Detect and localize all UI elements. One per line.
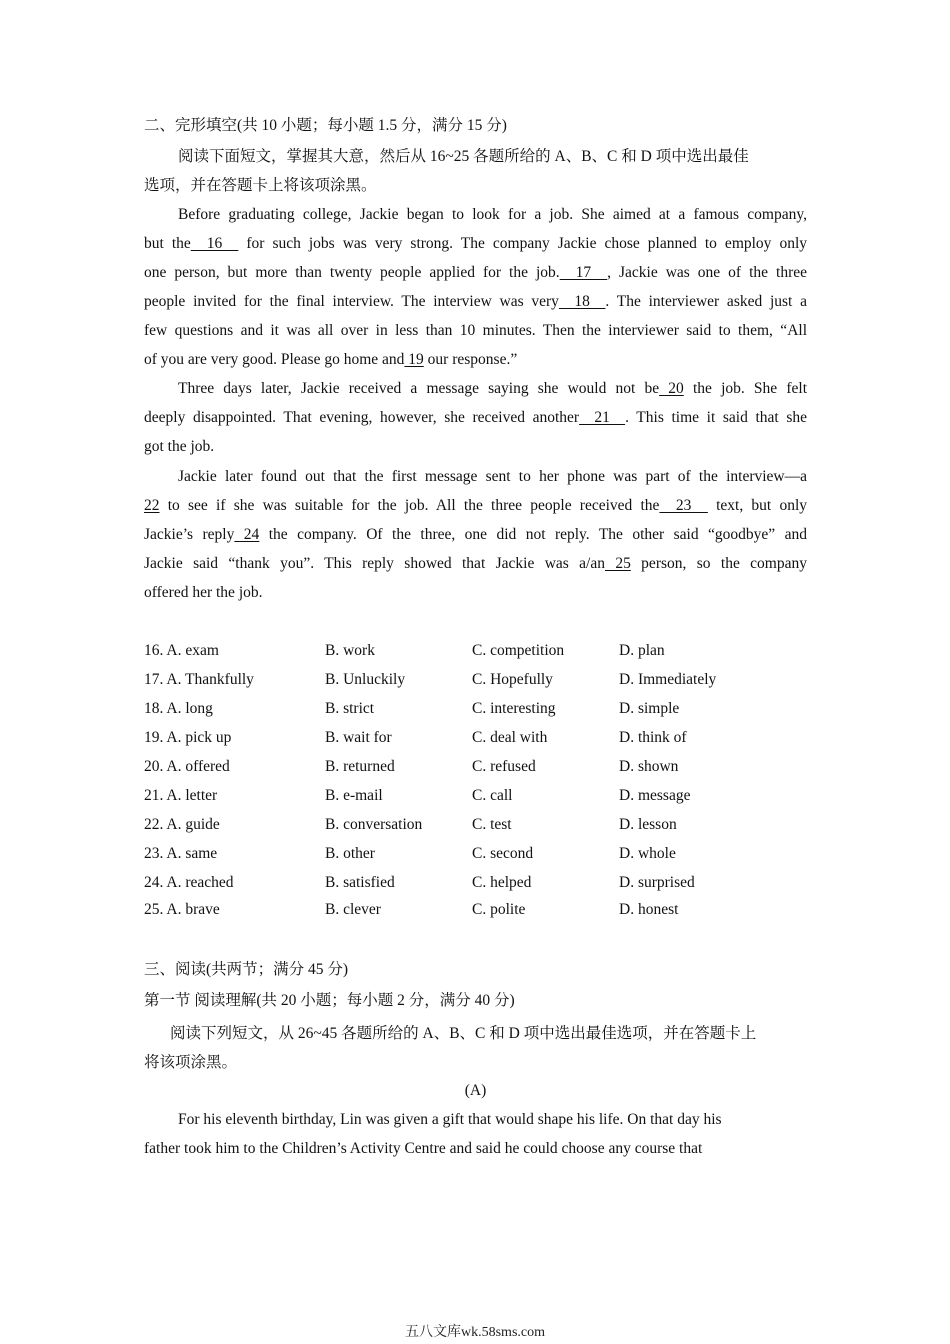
option-a: 19. A. pick up [144, 729, 232, 746]
passage-p3-line2 [144, 496, 807, 516]
option-a: 24. A. reached [144, 874, 234, 891]
option-d: D. whole [619, 845, 676, 862]
option-d: D. simple [619, 700, 680, 717]
text-segment: Jackie’s reply [144, 526, 235, 543]
option-a: 22. A. guide [144, 816, 220, 833]
passage-p3-line4 [144, 554, 807, 574]
option-c: C. deal with [472, 729, 548, 746]
reading-text-line2: father took him to the Children’s Activity Centre and said he could choose any course that [144, 1140, 703, 1157]
passage-p3-line5: offered her the job. [144, 584, 263, 601]
section3-heading: 三、阅读(共两节；满分 45 分) [144, 961, 349, 978]
option-a: 20. A. offered [144, 758, 230, 775]
reading-text-line1: For his eleventh birthday, Lin was given a gift that would shape his life. On that day his [178, 1111, 722, 1128]
option-a: 18. A. long [144, 700, 213, 717]
blank-22: 22 [144, 497, 160, 514]
text-segment: Jackie said “thank you”. This reply showed that Jackie was a/an [144, 555, 605, 572]
passage-p2-line3: got the job. [144, 438, 215, 455]
option-a: 25. A. brave [144, 901, 220, 918]
text-segment: text, but only [707, 497, 808, 514]
option-d: D. surprised [619, 874, 695, 891]
option-row-19 [144, 728, 807, 750]
blank-17: 17 [559, 264, 608, 281]
text-segment: people invited for the final interview. The interview was very [144, 293, 559, 310]
option-row-18 [144, 699, 807, 721]
text-segment: . This time it said that she [625, 409, 808, 426]
option-c: C. polite [472, 901, 526, 918]
text-segment: but the [144, 235, 191, 252]
option-row-24 [144, 873, 807, 895]
option-c: C. test [472, 816, 512, 833]
blank-24: 24 [234, 526, 260, 543]
blank-25: 25 [604, 555, 631, 572]
section3-instruction-line1: 阅读下列短文，从 26~45 各题所给的 A、B、C 和 D 项中选出最佳选项，并在答题卡上 [170, 1025, 757, 1042]
passage-label: (A) [464, 1082, 487, 1099]
option-c: C. Hopefully [472, 671, 553, 688]
option-c: C. competition [472, 642, 565, 659]
text-segment: person, so the company [630, 555, 807, 572]
text-segment: one person, but more than twenty people applied for the job. [144, 264, 560, 281]
text-segment: of you are very good. Please go home and [144, 351, 405, 368]
option-row-25 [144, 900, 807, 922]
option-d: D. Immediately [619, 671, 717, 688]
blank-23: 23 [659, 497, 708, 514]
passage-p1-line3 [144, 263, 807, 283]
option-b: B. returned [325, 758, 395, 775]
option-c: C. helped [472, 874, 532, 891]
passage-p1-line6 [144, 350, 807, 370]
option-row-22 [144, 815, 807, 837]
option-b: B. wait for [325, 729, 392, 746]
section3-subheading: 第一节 阅读理解(共 20 小题；每小题 2 分，满分 40 分) [144, 992, 515, 1009]
option-b: B. work [325, 642, 375, 659]
passage-p3-line3 [144, 525, 807, 545]
passage-p2-line1 [178, 379, 807, 399]
blank-18: 18 [558, 293, 606, 310]
passage-p1-line4 [144, 292, 807, 312]
option-d: D. message [619, 787, 691, 804]
watermark-footer: 五八文库wk.58sms.com [405, 1325, 545, 1340]
passage-p1-line5: few questions and it was all over in less than 10 minutes. Then the interviewer said to them, “All [144, 322, 807, 339]
option-b: B. satisfied [325, 874, 395, 891]
option-b: B. clever [325, 901, 381, 918]
option-a: 16. A. exam [144, 642, 219, 659]
option-row-17 [144, 670, 807, 692]
option-row-20 [144, 757, 807, 779]
passage-p3-line1: Jackie later found out that the first message sent to her phone was part of the interview—a [178, 468, 807, 485]
text-segment: to see if she was suitable for the job. All the three people received the [159, 497, 660, 514]
option-b: B. strict [325, 700, 375, 717]
option-a: 23. A. same [144, 845, 218, 862]
text-segment: the company. Of the three, one did not reply. The other said “goodbye” and [259, 526, 808, 543]
text-segment: for such jobs was very strong. The company Jackie chose planned to employ only [238, 235, 808, 252]
section2-instruction-line1: 阅读下面短文，掌握其大意，然后从 16~25 各题所给的 A、B、C 和 D 项中选出最佳 [178, 148, 749, 165]
option-d: D. think of [619, 729, 687, 746]
option-c: C. second [472, 845, 534, 862]
section2-heading: 二、完形填空(共 10 小题；每小题 1.5 分，满分 15 分) [144, 117, 507, 134]
blank-19: 19 [404, 351, 424, 368]
option-row-16 [144, 641, 807, 663]
option-d: D. honest [619, 901, 679, 918]
option-d: D. plan [619, 642, 665, 659]
option-d: D. lesson [619, 816, 677, 833]
passage-p1-line1: Before graduating college, Jackie began to look for a job. She aimed at a famous company, [178, 206, 807, 223]
option-b: B. other [325, 845, 375, 862]
option-c: C. refused [472, 758, 536, 775]
option-b: B. Unluckily [325, 671, 406, 688]
section3-instruction-line2: 将该项涂黑。 [144, 1054, 238, 1071]
option-row-23 [144, 844, 807, 866]
text-segment: , Jackie was one of the three [607, 264, 807, 281]
option-c: C. interesting [472, 700, 556, 717]
option-b: B. conversation [325, 816, 423, 833]
text-segment: . The interviewer asked just a [605, 293, 807, 310]
option-c: C. call [472, 787, 513, 804]
option-row-21 [144, 786, 807, 808]
text-segment: the job. She felt [683, 380, 807, 397]
text-segment: deeply disappointed. That evening, however, she received another [144, 409, 580, 426]
text-segment: Three days later, Jackie received a message saying she would not be [178, 380, 660, 397]
option-a: 17. A. Thankfully [144, 671, 254, 688]
passage-p2-line2 [144, 408, 807, 428]
passage-p1-line2 [144, 234, 807, 254]
option-b: B. e-mail [325, 787, 383, 804]
blank-16: 16 [190, 235, 239, 252]
option-a: 21. A. letter [144, 787, 218, 804]
section2-instruction-line2: 选项，并在答题卡上将该项涂黑。 [144, 177, 377, 194]
option-d: D. shown [619, 758, 679, 775]
text-segment: our response.” [423, 351, 518, 368]
blank-21: 21 [579, 409, 626, 426]
blank-20: 20 [659, 380, 684, 397]
